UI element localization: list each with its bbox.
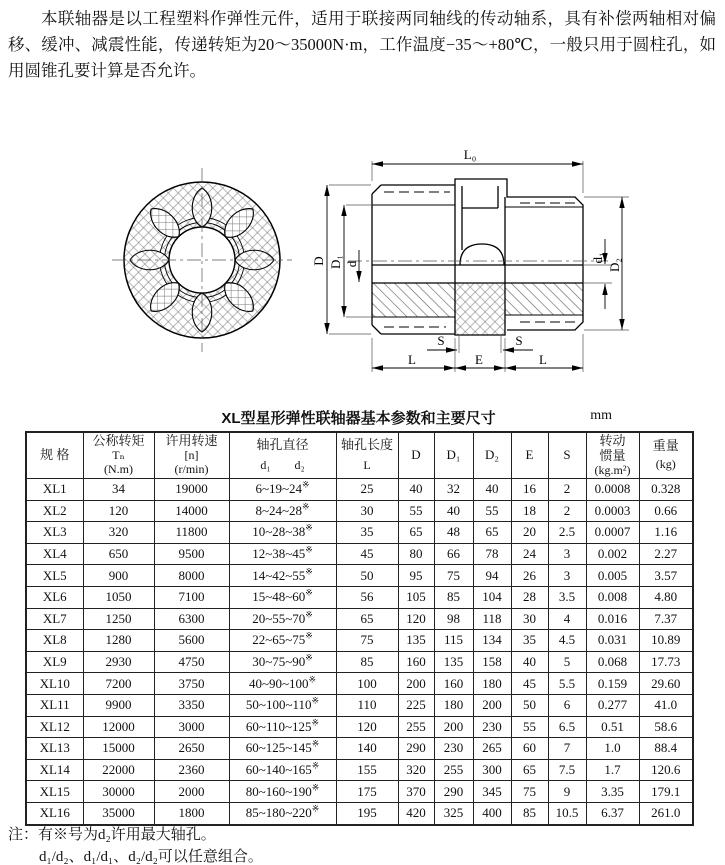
cell-S: 3 [548,543,586,565]
cell-bore: 30~75~90※ [229,651,336,673]
table-row [26,543,693,565]
cell-torque: 320 [83,522,154,544]
cell-speed: 19000 [154,479,229,501]
cell-weight: 0.328 [639,479,693,501]
cell-weight: 4.80 [639,586,693,608]
cell-weight: 2.27 [639,543,693,565]
col-E: E [511,432,548,479]
cell-inertia: 6.37 [586,802,639,824]
cell-spec: XL8 [26,630,83,652]
max-bore-mark: ※ [311,695,320,706]
cell-S: 5 [548,651,586,673]
section-view-coupling [311,147,629,372]
cell-D: 105 [398,586,434,608]
cell-length: 110 [336,694,398,716]
col-bore-diameter: 轴孔直径 d₁ d₂ [229,432,336,479]
note-line-2: d₁/d₂、d₁/d₁、d₂/d₂可以任意组合。 [39,849,263,865]
cell-length: 140 [336,738,398,760]
cell-D: 320 [398,759,434,781]
cell-length: 50 [336,565,398,587]
cell-D: 65 [398,522,434,544]
cell-inertia: 0.0007 [586,522,639,544]
cell-spec: XL2 [26,500,83,522]
cell-E: 75 [511,781,548,803]
cell-D2: 104 [473,586,511,608]
cell-S: 4.5 [548,630,586,652]
cell-spec: XL15 [26,781,83,803]
cell-D2: 200 [473,694,511,716]
cell-inertia: 0.0003 [586,500,639,522]
cell-torque: 120 [83,500,154,522]
cell-speed: 2650 [154,738,229,760]
cell-D2: 78 [473,543,511,565]
max-bore-mark: ※ [305,523,313,534]
max-bore-mark: ※ [305,566,313,577]
cell-S: 5.5 [548,673,586,695]
cell-S: 7 [548,738,586,760]
cell-torque: 30000 [83,781,154,803]
col-S: S [548,432,586,479]
cell-E: 45 [511,673,548,695]
cell-weight: 120.6 [639,759,693,781]
cell-torque: 34 [83,479,154,501]
cell-speed: 11800 [154,522,229,544]
cell-torque: 650 [83,543,154,565]
dim-label-L-left: L [408,352,416,367]
cell-weight: 7.37 [639,608,693,630]
cell-D2: 300 [473,759,511,781]
max-bore-mark: ※ [305,652,313,663]
cell-inertia: 0.51 [586,716,639,738]
cell-D: 420 [398,802,434,824]
cell-D1: 135 [434,651,473,673]
dim-label-d1: d₁ [590,252,605,264]
cell-S: 2.5 [548,522,586,544]
cell-torque: 9900 [83,694,154,716]
cell-S: 7.5 [548,759,586,781]
cell-D1: 85 [434,586,473,608]
cell-length: 56 [336,586,398,608]
cell-length: 100 [336,673,398,695]
cell-bore: 8~24~28※ [229,500,336,522]
cell-inertia: 3.35 [586,781,639,803]
cell-torque: 1280 [83,630,154,652]
max-bore-mark: ※ [302,501,310,512]
cell-S: 6.5 [548,716,586,738]
table-title: XL型星形弹性联轴器基本参数和主要尺寸 [221,410,496,427]
cell-inertia: 0.008 [586,586,639,608]
cell-bore: 85~180~220※ [229,802,336,824]
cell-torque: 35000 [83,802,154,824]
max-bore-mark: ※ [305,631,313,642]
table-row [26,781,693,803]
table-row [26,586,693,608]
parameters-table [25,431,694,826]
cell-S: 3.5 [548,586,586,608]
cell-torque: 15000 [83,738,154,760]
cell-D2: 158 [473,651,511,673]
cell-bore: 10~28~38※ [229,522,336,544]
col-speed: 许用转速 [n] (r/min) [154,432,229,479]
cell-inertia: 0.0008 [586,479,639,501]
cell-spec: XL3 [26,522,83,544]
cell-weight: 179.1 [639,781,693,803]
max-bore-mark: ※ [305,544,313,555]
cell-speed: 2000 [154,781,229,803]
cell-D1: 66 [434,543,473,565]
cell-D2: 400 [473,802,511,824]
cell-D2: 65 [473,522,511,544]
col-D1: D₁ [434,432,473,479]
cell-spec: XL4 [26,543,83,565]
dim-label-D1: D₁ [328,255,343,269]
cell-inertia: 1.0 [586,738,639,760]
cell-D1: 255 [434,759,473,781]
cell-D: 200 [398,673,434,695]
notes [8,824,263,865]
dimension-lines [327,164,622,368]
cell-D1: 290 [434,781,473,803]
cell-speed: 3750 [154,673,229,695]
cell-length: 25 [336,479,398,501]
cell-D: 290 [398,738,434,760]
cell-weight: 261.0 [639,802,693,824]
cell-spec: XL11 [26,694,83,716]
col-inertia: 转动 惯量 (kg.m²) [586,432,639,479]
cell-D2: 55 [473,500,511,522]
cell-D2: 134 [473,630,511,652]
cell-D1: 32 [434,479,473,501]
cell-D: 55 [398,500,434,522]
cell-inertia: 0.002 [586,543,639,565]
cell-D2: 118 [473,608,511,630]
cell-bore: 15~48~60※ [229,586,336,608]
cell-bore: 60~125~145※ [229,738,336,760]
cell-weight: 1.16 [639,522,693,544]
cell-spec: XL16 [26,802,83,824]
cell-D: 40 [398,479,434,501]
cell-D1: 160 [434,673,473,695]
dim-label-D: D [311,256,326,266]
cell-speed: 6300 [154,608,229,630]
cell-speed: 3000 [154,716,229,738]
cell-inertia: 0.068 [586,651,639,673]
cell-length: 175 [336,781,398,803]
cell-speed: 7100 [154,586,229,608]
max-bore-mark: ※ [311,782,320,793]
cell-inertia: 0.031 [586,630,639,652]
table-row [26,759,693,781]
cell-weight: 41.0 [639,694,693,716]
cell-D1: 200 [434,716,473,738]
coupling-technical-drawing [0,140,725,390]
dim-label-D2: D₂ [607,258,622,272]
cell-spec: XL13 [26,738,83,760]
front-view-star-element [112,168,292,352]
cell-D1: 325 [434,802,473,824]
col-bore-length: 轴孔长度 L [336,432,398,479]
cell-D2: 40 [473,479,511,501]
table-caption [25,407,692,428]
cell-S: 9 [548,781,586,803]
cell-speed: 2360 [154,759,229,781]
cell-S: 10.5 [548,802,586,824]
cell-length: 45 [336,543,398,565]
cell-spec: XL12 [26,716,83,738]
cell-weight: 17.73 [639,651,693,673]
cell-weight: 0.66 [639,500,693,522]
cell-bore: 12~38~45※ [229,543,336,565]
cell-torque: 12000 [83,716,154,738]
cell-length: 30 [336,500,398,522]
table-row [26,479,693,501]
cell-D2: 94 [473,565,511,587]
dim-label-L-right: L [539,352,547,367]
cell-torque: 7200 [83,673,154,695]
intro-paragraph: 本联轴器是以工程塑料作弹性元件，适用于联接两同轴线的传动轴系，具有补偿两轴相对偏移、缓冲、减震性能，传递转矩为20～35000N·m，工作温度−35～+80℃，一般只用于圆柱孔，如用圆锥孔要计算是否允许。 [8,9,716,80]
table-row [26,694,693,716]
cell-speed: 8000 [154,565,229,587]
cell-speed: 3350 [154,694,229,716]
cell-speed: 9500 [154,543,229,565]
cell-E: 30 [511,608,548,630]
dim-label-E: E [475,352,483,367]
cell-bore: 6~19~24※ [229,479,336,501]
cell-E: 60 [511,738,548,760]
col-weight: 重量 (kg) [639,432,693,479]
cell-weight: 10.89 [639,630,693,652]
cell-inertia: 1.7 [586,759,639,781]
cell-bore: 60~110~125※ [229,716,336,738]
cell-length: 35 [336,522,398,544]
table-row [26,522,693,544]
cell-spec: XL6 [26,586,83,608]
cell-bore: 60~140~165※ [229,759,336,781]
cell-spec: XL14 [26,759,83,781]
dim-label-L0: L₀ [463,147,477,162]
cell-torque: 1050 [83,586,154,608]
max-bore-mark: ※ [302,479,310,490]
cell-D1: 75 [434,565,473,587]
cell-bore: 14~42~55※ [229,565,336,587]
max-bore-mark: ※ [308,674,317,685]
cell-length: 195 [336,802,398,824]
cell-D2: 230 [473,716,511,738]
cell-torque: 22000 [83,759,154,781]
cell-weight: 3.57 [639,565,693,587]
cell-D: 255 [398,716,434,738]
cell-weight: 58.6 [639,716,693,738]
cell-D: 80 [398,543,434,565]
cell-speed: 14000 [154,500,229,522]
cell-S: 3 [548,565,586,587]
cell-D1: 40 [434,500,473,522]
cell-E: 85 [511,802,548,824]
cell-inertia: 0.016 [586,608,639,630]
table-row [26,651,693,673]
table-row [26,608,693,630]
cell-speed: 1800 [154,802,229,824]
cell-E: 35 [511,630,548,652]
table-row [26,500,693,522]
cell-D1: 180 [434,694,473,716]
note-line-1: 注：有※号为d₂许用最大轴孔。 [8,827,216,843]
table-row [26,738,693,760]
cell-D1: 115 [434,630,473,652]
cell-D: 135 [398,630,434,652]
cell-inertia: 0.159 [586,673,639,695]
cell-bore: 50~100~110※ [229,694,336,716]
cell-D: 120 [398,608,434,630]
cell-speed: 4750 [154,651,229,673]
cell-torque: 2930 [83,651,154,673]
cell-D: 225 [398,694,434,716]
cell-E: 28 [511,586,548,608]
cell-S: 4 [548,608,586,630]
cell-E: 26 [511,565,548,587]
cell-D: 160 [398,651,434,673]
cell-D: 95 [398,565,434,587]
cell-torque: 1250 [83,608,154,630]
table-row [26,802,693,824]
cell-D2: 345 [473,781,511,803]
max-bore-mark: ※ [305,587,313,598]
cell-S: 6 [548,694,586,716]
col-D: D [398,432,434,479]
cell-length: 120 [336,716,398,738]
cell-D1: 48 [434,522,473,544]
table-row [26,630,693,652]
cell-E: 50 [511,694,548,716]
cell-spec: XL10 [26,673,83,695]
cell-E: 18 [511,500,548,522]
table-unit: mm [590,408,612,423]
cell-spec: XL9 [26,651,83,673]
table-row [26,716,693,738]
max-bore-mark: ※ [311,803,320,814]
table-row [26,673,693,695]
cell-torque: 900 [83,565,154,587]
cell-spec: XL7 [26,608,83,630]
col-spec: 规 格 [26,432,83,479]
max-bore-mark: ※ [311,717,320,728]
header-row [26,432,693,479]
col-D2: D₂ [473,432,511,479]
cell-weight: 88.4 [639,738,693,760]
cell-D: 370 [398,781,434,803]
cell-D2: 180 [473,673,511,695]
cell-inertia: 0.005 [586,565,639,587]
dim-label-S-right: S [515,333,523,348]
max-bore-mark: ※ [311,739,320,750]
max-bore-mark: ※ [305,609,313,620]
cell-weight: 29.60 [639,673,693,695]
cell-E: 16 [511,479,548,501]
cell-length: 75 [336,630,398,652]
cell-bore: 80~160~190※ [229,781,336,803]
cell-E: 20 [511,522,548,544]
cell-speed: 5600 [154,630,229,652]
col-torque: 公称转矩 Tₙ (N.m) [83,432,154,479]
cell-D1: 230 [434,738,473,760]
cell-E: 55 [511,716,548,738]
cell-inertia: 0.277 [586,694,639,716]
cell-S: 2 [548,479,586,501]
cell-D2: 265 [473,738,511,760]
cell-bore: 20~55~70※ [229,608,336,630]
cell-length: 155 [336,759,398,781]
cell-D1: 98 [434,608,473,630]
cell-bore: 22~65~75※ [229,630,336,652]
cell-spec: XL5 [26,565,83,587]
max-bore-mark: ※ [311,760,320,771]
cell-bore: 40~90~100※ [229,673,336,695]
cell-length: 85 [336,651,398,673]
cell-S: 2 [548,500,586,522]
cell-spec: XL1 [26,479,83,501]
dim-label-S-left: S [437,333,445,348]
cell-length: 65 [336,608,398,630]
dim-label-d: d [344,260,359,268]
cell-E: 65 [511,759,548,781]
cell-E: 40 [511,651,548,673]
cell-E: 24 [511,543,548,565]
table-row [26,565,693,587]
